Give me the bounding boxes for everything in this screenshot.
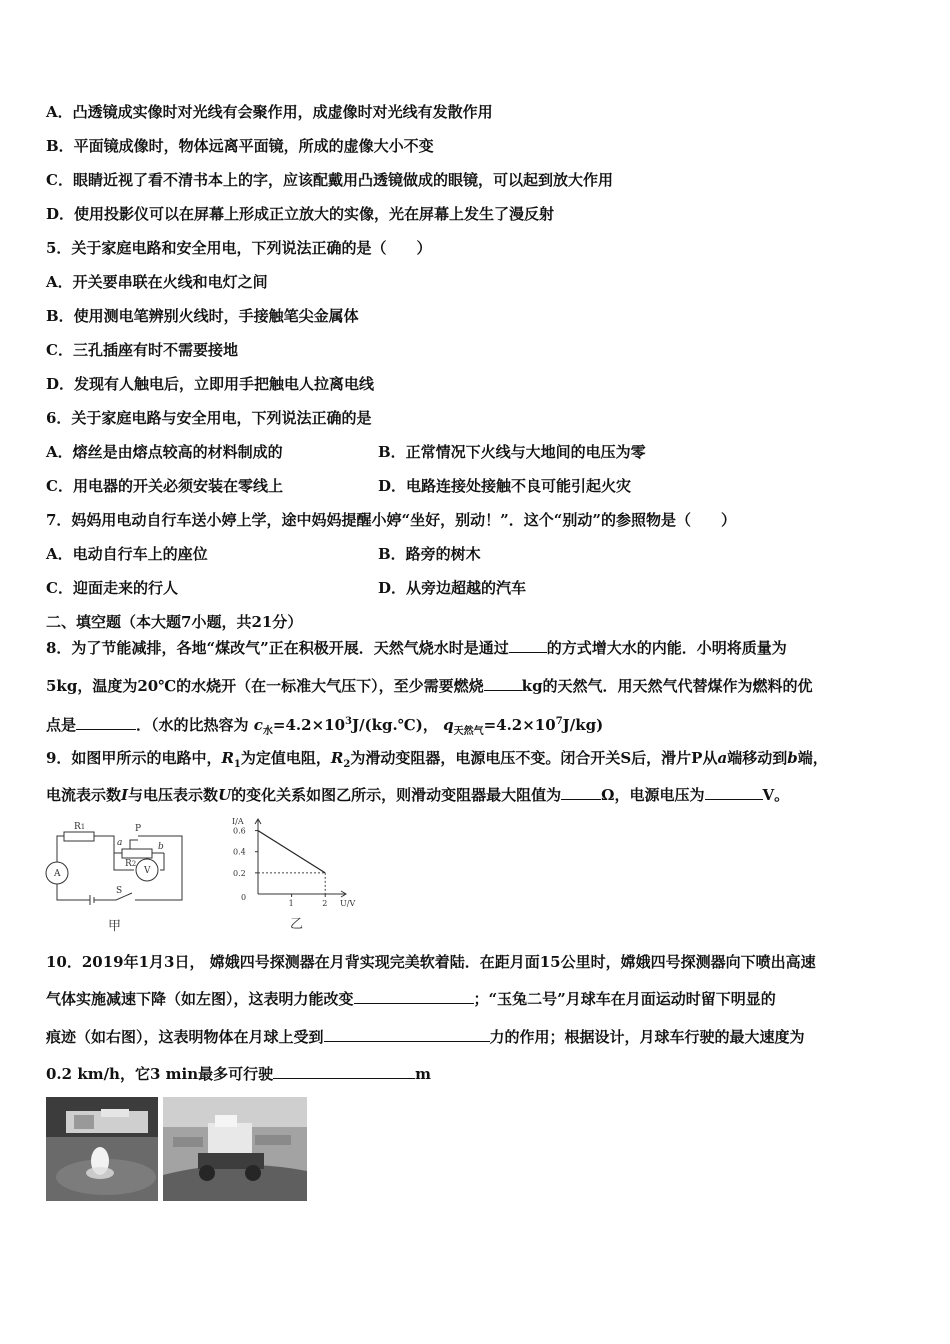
q4-option-a: A．凸透镜成实像时对光线有会聚作用，成虚像时对光线有发散作用 xyxy=(46,103,493,121)
q4-option-b: B．平面镜成像时，物体远离平面镜，所成的虚像大小不变 xyxy=(46,137,434,155)
q7-option-c: C．迎面走来的行人 xyxy=(46,579,178,597)
y-tick-label-2: 0.2 xyxy=(233,868,246,878)
q5-option-b: B．使用测电笔辨别火线时，手接触笔尖金属体 xyxy=(46,307,359,325)
q6-option-d: D．电路连接处接触不良可能引起火灾 xyxy=(378,477,632,495)
q8-blank-1[interactable] xyxy=(509,638,547,653)
q10-blank-2[interactable] xyxy=(324,1027,490,1042)
q10-blank-1[interactable] xyxy=(354,989,474,1004)
q9-line-1: 9．如图甲所示的电路中，$R_1$为定值电阻，$R_2$为滑动变阻器，电源电压不变。闭合开关S后，滑片P从a端移动到b端， xyxy=(46,749,828,770)
q10-line-1: 10．2019年1月3日， 嫦娥四号探测器在月背实现完美软着陆．在距月面15公里时，嫦娥四号探测器向下喷出高速 xyxy=(46,953,816,971)
y-tick-label-0: 0.6 xyxy=(233,826,246,836)
q9-blank-1[interactable] xyxy=(561,785,601,800)
q6-option-a: A．熔丝是由熔点较高的材料制成的 xyxy=(46,443,283,461)
switch-s xyxy=(94,893,132,900)
q10-line-3: 痕迹（如右图），这表明物体在月球上受到 力的作用；根据设计，月球车行驶的最大速度为 xyxy=(46,1028,805,1046)
q9-line-2: 电流表示数I与电压表示数U的变化关系如图乙所示，则滑动变阻器最大阻值为 Ω，电源电压为 V。 xyxy=(46,786,790,804)
q6-stem: 6．关于家庭电路与安全用电，下列说法正确的是 xyxy=(46,409,372,427)
rover-photo xyxy=(163,1097,307,1201)
label-p: P xyxy=(135,824,142,834)
q7-option-d: D．从旁边超越的汽车 xyxy=(378,579,527,597)
q6-option-b: B．正常情况下火线与大地间的电压为零 xyxy=(378,443,646,461)
caption-yi: 乙 xyxy=(290,917,304,932)
q7-option-a: A．电动自行车上的座位 xyxy=(46,545,208,563)
q5-stem: 5．关于家庭电路和安全用电，下列说法正确的是（ ） xyxy=(46,239,432,257)
series-line-0 xyxy=(258,831,325,873)
slider-p xyxy=(130,840,138,849)
label-voltmeter: V xyxy=(144,866,151,876)
q8-blank-2[interactable] xyxy=(484,676,522,691)
q8-blank-3[interactable] xyxy=(76,715,136,730)
q5-option-a: A．开关要串联在火线和电灯之间 xyxy=(46,273,268,291)
q10-blank-3[interactable] xyxy=(273,1064,415,1079)
label-b: b xyxy=(158,842,164,852)
lander-photo xyxy=(46,1097,158,1201)
q8-line-1: 8．为了节能减排，各地“煤改气”正在积极开展．天然气烧水时是通过 的方式增大水的内能．小明将质量为 xyxy=(46,639,787,657)
section-heading: 二、填空题（本大题7小题，共21分） xyxy=(46,613,303,631)
iu-graph xyxy=(228,814,368,938)
circuit-wire-left-top xyxy=(57,836,64,862)
q5-option-c: C．三孔插座有时不需要接地 xyxy=(46,341,238,359)
label-r2: R2 xyxy=(125,859,137,869)
q4-option-c: C．眼睛近视了看不清书本上的字，应该配戴用凸透镜做成的眼镜，可以起到放大作用 xyxy=(46,171,613,189)
x-axis-label: U/V xyxy=(340,899,356,908)
q6-option-c: C．用电器的开关必须安装在零线上 xyxy=(46,477,283,495)
circuit-diagram xyxy=(42,818,192,936)
r2-resistor xyxy=(122,849,152,858)
q10-line-4: 0.2 km/h，它3 min最多可行驶 m xyxy=(46,1065,431,1083)
y-tick-label-1: 0.4 xyxy=(233,847,246,857)
x-tick-label-0: 1 xyxy=(288,899,294,908)
circuit-wire-r1 xyxy=(94,836,114,846)
caption-jia: 甲 xyxy=(108,919,122,934)
r1-resistor xyxy=(64,832,94,841)
q8-line-2: 5kg，温度为20℃的水烧开（在一标准大气压下），至少需要燃烧 kg的天然气．用天然气代替煤作为燃料的优 xyxy=(46,677,813,695)
label-switch: S xyxy=(116,886,123,896)
q10-line-2: 气体实施减速下降（如左图），这表明力能改变 ；“玉兔二号”月球车在月面运动时留下明显的 xyxy=(46,990,776,1008)
origin-label: 0 xyxy=(241,893,247,902)
q8-line-3: 点是 ．（水的比热容为 $c_水=4.2\times 10^3J/(kg.℃)$， $q_{天然气}=4.2\times 10^7J/kg$) xyxy=(46,716,604,737)
q5-option-d: D．发现有人触电后，立即用手把触电人拉离电线 xyxy=(46,375,375,393)
q4-option-d: D．使用投影仪可以在屏幕上形成正立放大的实像，光在屏幕上发生了漫反射 xyxy=(46,205,555,223)
voltmeter-wire-right xyxy=(160,853,164,870)
circuit-wire-bottom xyxy=(57,884,90,900)
x-tick-label-1: 2 xyxy=(322,899,328,908)
label-r1: R1 xyxy=(74,822,86,832)
label-a: a xyxy=(117,838,123,848)
y-axis-label: I/A xyxy=(232,817,244,826)
q7-stem: 7．妈妈用电动自行车送小婷上学，途中妈妈提醒小婷“坐好，别动！”．这个“别动”的参照物是（ ） xyxy=(46,511,736,529)
q7-option-b: B．路旁的树木 xyxy=(378,545,481,563)
q9-blank-2[interactable] xyxy=(705,785,763,800)
label-ammeter: A xyxy=(54,869,61,879)
